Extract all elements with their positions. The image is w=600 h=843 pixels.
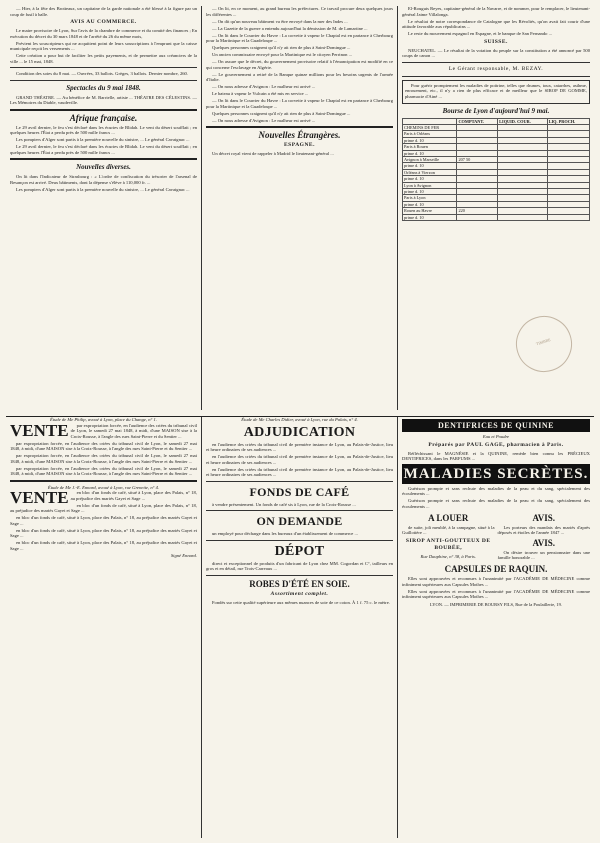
divider (402, 76, 590, 77)
robes-subtitle: Assortiment complet. (270, 590, 329, 597)
nouvelles-heading: Nouvelles diverses. (76, 163, 131, 171)
paragraph: — On nous adresse d'Avignon : Le malheur est arrivé ... (212, 84, 316, 89)
fonds-title: FONDS DE CAFÉ (249, 484, 350, 499)
ad-louer (402, 511, 495, 563)
sirop-address: Rue Dauphine, n° 38, à Paris. (420, 553, 476, 559)
ad-header: Étude de Me Charles Didier, avoué à Lyon, rue du Palais, n° 4. (241, 417, 358, 422)
table-cell: Paris à Rouen (403, 144, 457, 150)
paragraph: El-Rouguis Reyes, capitaine-général de la Navarre, et de nommer, pour le remplacer, le lieutenant-général Jaime Villalonga. (402, 6, 590, 17)
table-cell: 220 (457, 208, 498, 214)
paragraph: par expropriation forcée, en l'audience des criées du tribunal civil de Lyon, le samedi 27 mai 1848, à midi, d'une MAISON sise à la Croix-Rousse, à l'angle des rues Saint-Pierre et du Sentier ... (10, 453, 197, 464)
heading: AVIS AU COMMERCE. (70, 19, 137, 25)
demande-title: ON DEMANDE (256, 514, 343, 528)
dentifrices-banner: DENTIFRICES DE QUININE (402, 419, 590, 432)
paragraph: — On lit, en ce moment, au grand bureau les préfectures. Ce travail procure deux quelques jours les différentes ... (206, 6, 393, 17)
paragraph: en bloc d'un fonds de café, situé à Lyon, place des Palais, n° 18, au préjudice des mariés Gayet et Sage ... (10, 502, 197, 513)
ad-header: Étude de Me J.-E. Ennard, avoué à Lyon, rue Grenette, n° 4. (47, 484, 160, 490)
paragraph: Le résultat de notre correspondance de Catalogne que les Révoltés, qu'on avait fait courir d'une attitude favorable aux républicains ... (402, 18, 590, 29)
paragraph: — Le gouvernement a retiré de la Banque quinze millions pour les besoins urgents de l'armée d'Italie. (206, 71, 393, 82)
depot-title: DÉPOT (274, 543, 325, 559)
table-cell: prime d. 10 (403, 163, 457, 169)
ad-header: Étude de Me Philip, avoué à Lyon, place du Change, n° 1. (50, 417, 157, 422)
table-cell: prime d. 10 (403, 214, 457, 220)
banner-subtitle: Eau et Poudre (482, 434, 510, 439)
paragraph: Réfléchissant le MAGNÉSIE et la QUININE, remède bien connu les PRÉCIEUX DENTIFRICES, dans les PARFUMS ... (402, 450, 590, 461)
paragraph: Guérison prompte et sans rechute des maladies de la peau et du sang, spécialement des écoulements ... (402, 498, 590, 509)
paragraph: Le reste du mouvement espagnol en Espagne, et le banque de San Fernando ... (408, 31, 553, 36)
paragraph: Elles sont approuvées et reconnues à l'unanimité par l'ACADÉMIE DE MÉDECINE comme infiniment supérieures aux Capsules Mothes ... (402, 576, 590, 587)
paragraph: Elles sont approuvées et reconnues à l'unanimité par l'ACADÉMIE DE MÉDECINE comme infiniment supérieures aux Capsules Mothes ... (402, 588, 590, 599)
ad-avis (498, 511, 591, 563)
robes-title: ROBES D'ÉTÉ EN SOIE. (249, 578, 350, 589)
notice-box (402, 80, 590, 104)
table-cell: prime d. 10 (403, 176, 457, 182)
paragraph: Le 29 avril dernier, le feu s'est déclaré dans les écuries de Blidah. Le vent du désert soufflait ; en quelques heures l'État a perdu près de 500 mille francs ... (10, 144, 197, 155)
paragraph: par expropriation forcée, en l'audience des criées du tribunal civil de Lyon, le samedi 27 mai 1848, à midi, d'une MAISON sise à la Croix-Rousse, à l'angle des rues Saint-Pierre et du Sentier ... (70, 422, 197, 439)
divider (206, 481, 393, 482)
paragraph: Guérison prompte et sans rechute des maladies de la peau et du sang, spécialement des écoulements ... (402, 485, 590, 496)
spectacles-heading: Spectacles du 9 mai 1848. (66, 83, 141, 92)
tax-stamp (509, 309, 580, 380)
paragraph: en l'audience des criées du tribunal civil de première instance de Lyon, au Palais-de-Justice, lieu et heure ordinaires de ses audiences ... (206, 441, 393, 452)
advertisement-section (6, 416, 594, 838)
paragraph: de suite, joli meublé, à la campagne, situé à la Guillotière ... (402, 524, 495, 535)
bourse-heading: Bourse de Lyon d'aujourd'hui 9 mai. (442, 106, 550, 115)
paragraph: Les pompiers d'Alger sont partis à la première nouvelle du sinistre, ... Le général Cavaignac ... (16, 186, 190, 192)
sirop-title: SIROP ANTI-GOUTTEUX DE BOUBÉE, (405, 537, 491, 551)
avis-title: AVIS. (532, 537, 556, 548)
table-header: LIQ. PROCH. (547, 118, 589, 124)
divider (10, 80, 197, 81)
paragraph: Un décret royal vient de rappeler à Madrid le lieutenant-général ... (212, 151, 334, 156)
divider (206, 126, 393, 128)
paragraph: — On dit qu'un nouveau bâtiment va être envoyé dans la mer des Indes ... (212, 18, 348, 24)
divider (10, 480, 197, 482)
paragraph: direct et exceptionnel de produits d'un fabricant de Lyon chez MM. Cogordan et C°, tailleurs en gros et en détail, rue Trois-Carreaux ... (206, 560, 393, 571)
paragraph: Pour guérir promptement les maladies de poitrine, telles que rhumes, toux, catarrhes, asthme, enrouement, etc., il n'y a rien de plus efficace et de meilleur que le SIROP DE GOMME, pharmacie d'Ainé ... (405, 82, 587, 99)
table-cell: prime d. 10 (403, 137, 457, 143)
column-3 (398, 6, 594, 410)
table-cell: Avignon à Marseille (403, 156, 457, 162)
paragraph: un employé pour décharge dans les bureaux d'un établissement de commerce ... (212, 531, 358, 536)
news-section (6, 6, 594, 410)
paragraph: Quelques personnes craignent qu'il n'y ait rien de plus à Saint-Domingue ... (212, 110, 351, 116)
ad-column-1 (6, 417, 202, 838)
paragraph: par expropriation forcée, en l'audience des criées du tribunal civil de Lyon, le samedi 27 mai 1848, à midi, d'une MAISON sise à la Croix-Rousse, à l'angle des rues Saint-Pierre et du Sentier ... (10, 465, 197, 476)
table-cell: Orléans à Vierzon (403, 169, 457, 175)
maladies-banner: MALADIES SECRÈTES. (403, 465, 589, 482)
subheading: SUISSE. (484, 38, 508, 45)
paragraph: Un ancien commissaire envoyé pour la Martinique est le citoyen Perrinon ... (212, 52, 353, 57)
louer-title: A LOUER (428, 512, 469, 523)
table-header: COMPTANT. (457, 118, 498, 124)
paragraph: à vendre présentement. Un fonds de café sis à Lyon, rue de la Croix-Rousse ... (212, 501, 356, 507)
ad-column-3 (398, 417, 594, 838)
paragraph: par expropriation forcée, en l'audience des criées du tribunal civil de Lyon, le samedi 27 mai 1848, à midi, d'une MAISON sise à la Croix-Rousse, à l'angle des rues Saint-Pierre et du Sentier ... (10, 440, 197, 451)
paragraph: en l'audience des criées du tribunal civil de première instance de Lyon, au Palais-de-Justice, lieu et heure ordinaires de ses audiences ... (206, 466, 393, 477)
paragraph: — Hier, à la fête des Brotteaux, un capitaine de la garde nationale a été blessé à la figure par un coup de fusil à balle. (10, 6, 197, 17)
paragraph: Le 29 avril dernier, le feu s'est déclaré dans les écuries de Blidah. Le vent du désert soufflait ; en quelques heures l'État a perdu près de 500 mille francs ... (10, 124, 197, 135)
table-cell: prime d. 10 (403, 201, 457, 207)
paragraph: Le bateau à vapeur le Vulcain a été mis en service ... (212, 91, 309, 96)
printer-footer: LYON. — IMPRIMERIE DE BOURSY FILS, Rue de la Poulaillerie, 19. (429, 601, 563, 607)
paragraph: en bloc d'un fonds de café, situé à Lyon, place des Palais, n° 18, au préjudice des mariés Gayet et Sage ... (70, 490, 197, 501)
paragraph: Cette création a pour but de faciliter les petits payements, et de permettre aux créanciers de la ville ... le 15 mai, 1848. (10, 53, 197, 64)
paragraph: — On assure que le décret, du gouvernement provisoire relatif à l'émancipation est modifié en ce qui concerne l'esclavage en Algérie. (206, 59, 393, 70)
paragraph: Le maire provisoire de Lyon, Sur l'avis de la chambre de commerce et du comité des finances ; En exécution du décret du 30 mars 1848 et de l'arrêté du 26 du même mois, (10, 28, 197, 39)
bourse-table (402, 118, 590, 222)
table-cell (498, 214, 547, 220)
paragraph: en bloc d'un fonds de café, situé à Lyon, place des Palais, n° 18, au préjudice des mariés Gayet et Sage ... (10, 540, 197, 551)
table-cell: Paris à Orléans (403, 131, 457, 137)
paragraph: Quelques personnes craignent qu'il n'y ait rien de plus à Saint-Domingue ... (212, 45, 351, 50)
paragraph: — La Gazette de la guerre a entendu aujourd'hui la démission de M. de Lamartine ... (212, 25, 368, 31)
paragraph: en bloc d'un fonds de café, situé à Lyon, place des Palais, n° 18, au préjudice des mariés Gayet et Sage ... (10, 527, 197, 538)
table-cell: CHEMINS DE FER (403, 124, 457, 130)
newspaper-sheet (6, 6, 594, 837)
table-cell (547, 214, 589, 220)
paragraph: NEUCHATEL. — Le résultat de la votation du peuple sur la constitution a été annoncé par 500 coups de canon ... (402, 47, 590, 58)
gerant-line: Le Gérant responsable, M. BEZAY. (448, 65, 544, 72)
paragraph: Les porteurs des mandats des mariés d'après déposés et étoiles de l'année 1847 ... (497, 524, 590, 535)
divider (206, 510, 393, 511)
column-2 (202, 6, 398, 410)
drop-cap: VENTE (10, 488, 69, 507)
ad-header: Préparés par PAUL GAGE, pharmacien à Paris. (428, 441, 564, 448)
avis-title: AVIS. (532, 512, 556, 523)
divider (10, 67, 197, 68)
divider (402, 62, 590, 63)
paragraph: On lit dans l'Indicateur de Strasbourg : « L'ordre de confiscation du trésorier de l'arsenal de Besançon est arrivé. Deux bâtiments, dont la dépense s'élève à 110,000 fr. ... (10, 174, 197, 185)
drop-cap: VENTE (10, 420, 69, 440)
table-cell: prime d. 10 (403, 188, 457, 194)
divider (10, 158, 197, 160)
divider (10, 109, 197, 111)
paragraph: en bloc d'un fonds de café, situé à Lyon, place des Palais, n° 18, au préjudice des mariés Gayet et Sage ... (10, 515, 197, 526)
table-cell (457, 214, 498, 220)
paragraph: Les pompiers d'Alger sont partis à la première nouvelle du sinistre, ... Le général Cavaignac ... (16, 137, 190, 142)
paragraph: Fondés sur cette qualité supérieure aux mêmes nuances de soie de ce coton. À 1 f. 75 c. le mètre. (212, 599, 390, 605)
table-cell: prime d. 10 (403, 150, 457, 156)
paragraph: GRAND THÉATRE. — Au bénéfice de M. Barrielle, artiste ... THÉATRE DES CÉLESTINS. — Les Mémoires du Diable, vaudeville. (10, 94, 197, 105)
afrique-heading: Afrique française. (69, 112, 138, 123)
market-report: Condition des soies du 8 mai. — Ouvrées, 33 ballots. Grèges, 3 ballots. Dernier nombre, 260. (16, 71, 188, 76)
subheading: ESPAGNE. (284, 142, 315, 148)
table-cell: Rouen au Havre (403, 208, 457, 214)
capsules-title: CAPSULES DE RAQUIN. (444, 564, 548, 574)
paragraph: — On lit dans le Courrier du Havre : La corvette à vapeur le Chaptal est en partance à Cherbourg pour la Martinique et la Guadeloupe ... (206, 98, 393, 109)
paragraph: en l'audience des criées du tribunal civil de première instance de Lyon, au Palais-de-Justice, lieu et heure ordinaires de ses audiences ... (206, 454, 393, 465)
divider (206, 575, 393, 576)
adjudication-title: ADJUDICATION (243, 424, 356, 440)
paragraph: — On lit dans le Courrier du Havre : La corvette à vapeur le Chaptal est en partance à Cherbourg pour la Martinique et la Guadeloupe ... (206, 32, 393, 43)
column-1 (6, 6, 202, 410)
table-cell: Paris à Lyon (403, 195, 457, 201)
table-cell: Lyon à Avignon (403, 182, 457, 188)
ad-row (402, 511, 590, 563)
table-row (403, 214, 590, 220)
paragraph: Prévient les souscripteurs qui ne acquittent point de leurs souscriptions à l'emprunt que la caisse municipale reçoit les versements ... (10, 40, 197, 51)
ad-column-2 (202, 417, 398, 838)
signature: Signé Ennard. (170, 552, 197, 558)
paragraph: — On nous adresse d'Avignon : Le malheur est arrivé ... (212, 117, 316, 123)
divider (206, 540, 393, 541)
stamp-label: TIMBRE (535, 336, 552, 347)
paragraph: On désire trouver un pensionnaire dans une famille honorable ... (497, 549, 590, 560)
etrangeres-heading: Nouvelles Étrangères. (258, 130, 341, 140)
table-header: LIQUID. COUR. (498, 118, 547, 124)
table-cell: 207 50 (457, 156, 498, 162)
